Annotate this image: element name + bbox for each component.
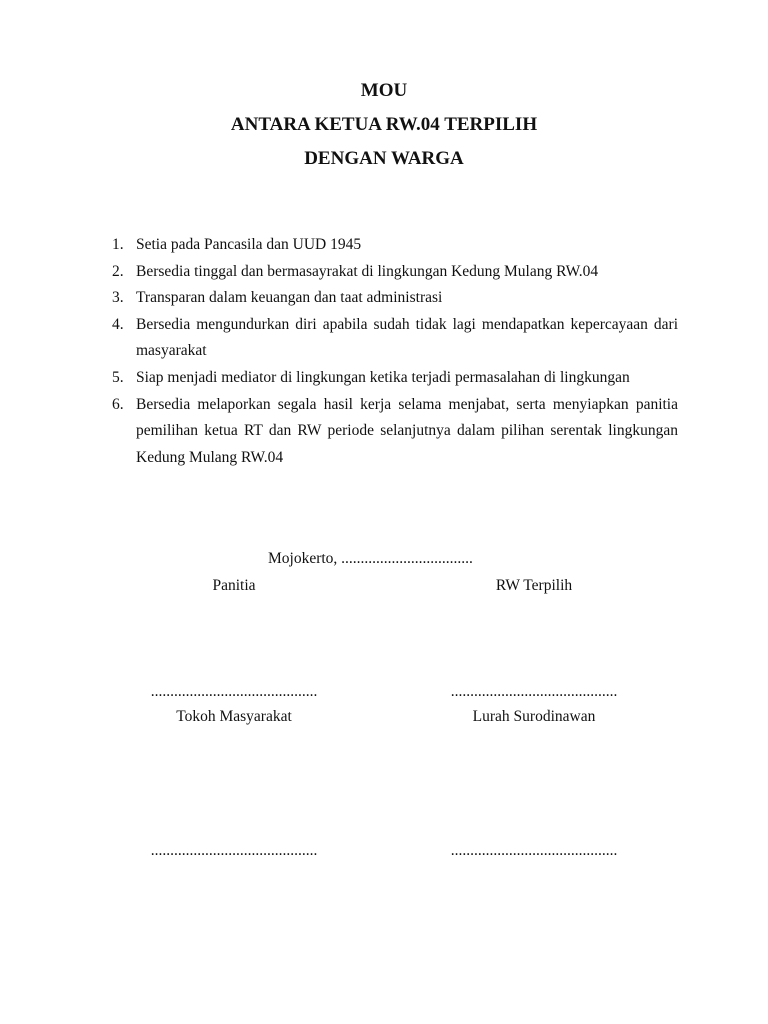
document-subtitle-2: DENGAN WARGA — [304, 148, 464, 169]
signature-line-rw-terpilih: ........................................... — [450, 683, 618, 700]
document-title: MOU — [360, 80, 408, 101]
list-item-text: Siap menjadi mediator di lingkungan ketika terjadi permasalahan di lingkungan — [136, 368, 630, 386]
signature-line-panitia: ........................................... — [150, 683, 318, 700]
signature-line-lurah: ........................................... — [450, 842, 618, 859]
list-item-number: 3. — [112, 289, 124, 307]
signatory-label-panitia: Panitia — [212, 577, 256, 594]
list-item — [112, 285, 678, 312]
list-item — [112, 259, 678, 286]
signatory-label-rw-terpilih: RW Terpilih — [495, 577, 573, 594]
list-item-number: 6. — [112, 395, 124, 413]
list-item-text: Setia pada Pancasila dan UUD 1945 — [136, 236, 362, 253]
signatory-label-tokoh-masyarakat: Tokoh Masyarakat — [176, 708, 292, 725]
list-item — [112, 312, 678, 365]
list-item-number: 1. — [112, 236, 124, 253]
list-item-text: Bersedia mengundurkan diri apabila sudah tidak lagi mendapatkan kepercayaan dari masyarakat — [136, 315, 678, 360]
signature-line-tokoh-masyarakat: ........................................... — [150, 842, 318, 859]
list-item-text: Transparan dalam keuangan dan taat administrasi — [136, 289, 443, 307]
signatory-label-lurah: Lurah Surodinawan — [472, 708, 596, 725]
list-item-number: 5. — [112, 368, 124, 386]
list-item-number: 4. — [112, 315, 124, 333]
list-item — [112, 365, 678, 392]
list-item-number: 2. — [112, 262, 124, 280]
list-item — [112, 392, 678, 472]
list-item-text: Bersedia tinggal dan bermasayrakat di lingkungan Kedung Mulang RW.04 — [136, 262, 599, 280]
list-item — [112, 232, 678, 259]
list-item-text: Bersedia melaporkan segala hasil kerja selama menjabat, serta menyiapkan panitia pemilihan ketua RT dan RW periode selanjutnya dalam pilihan serentak lingkungan Kedung Mulang RW.04 — [136, 395, 678, 466]
document-subtitle-1: ANTARA KETUA RW.04 TERPILIH — [230, 114, 538, 135]
place-date: Mojokerto, .................................. — [268, 550, 473, 567]
commitment-list — [112, 232, 678, 471]
